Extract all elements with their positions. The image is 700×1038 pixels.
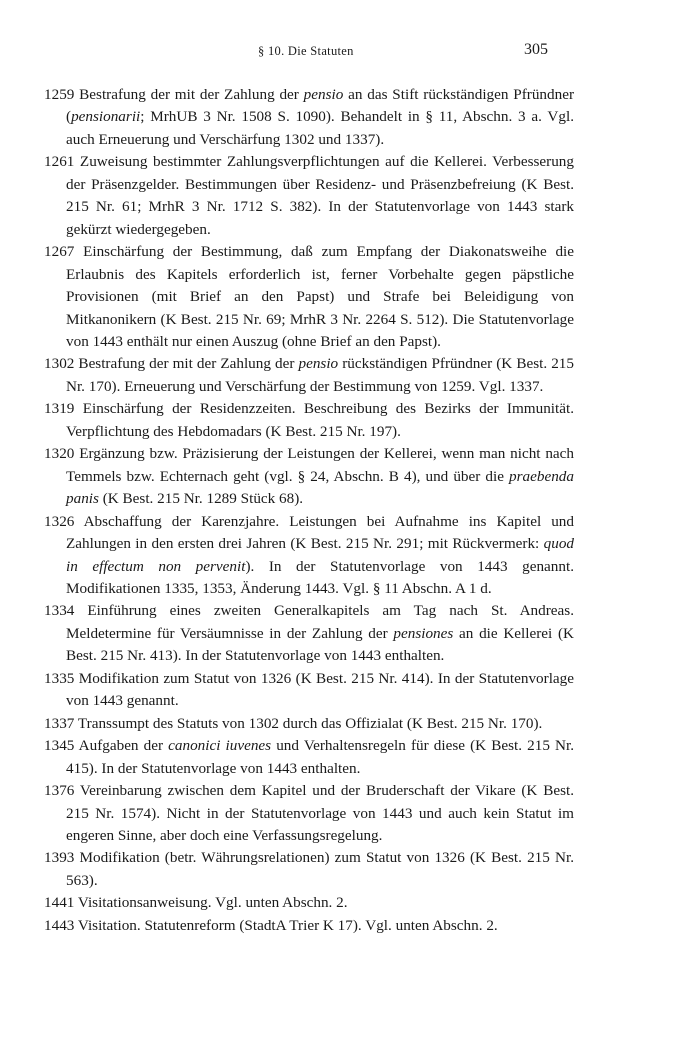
entry-text: 1259 Bestrafung der mit der Zahlung der [44, 86, 304, 103]
statute-entry [44, 735, 574, 780]
statute-entry [44, 915, 574, 937]
entry-text: 1335 Modifikation zum Statut von 1326 (K Best. 215 Nr. 414). In der Statutenvorlage von 1443 genannt. [44, 669, 574, 710]
italic-term: pensio [298, 355, 339, 373]
page-number: 305 [524, 41, 548, 58]
statute-entry [44, 398, 574, 443]
entry-text: ; MrhUB 3 Nr. 1508 S. 1090). Behandelt in § 11, Abschn. 3 a. Vgl. auch Erneuerung und Verschärfung 1302 und 1337). [66, 108, 574, 148]
entry-text: 1267 Einschärfung der Bestimmung, daß zum Empfang der Diakonatsweihe die Erlaubnis des Kapitels erforderlich ist, ferner Vorbehalte gegen päpstliche Provisionen (mit Brief an den Papst) und Strafe bei Beleidigung von Mitkanonikern (K Best. 215 Nr. 69; MrhR 3 Nr. 2264 S. 512). Die Statutenvorlage von 1443 enthält nur einen Auszug (ohne Brief an den Papst). [44, 243, 574, 350]
statute-entry [44, 600, 574, 667]
italic-term: pensio [303, 86, 344, 103]
statute-entry [44, 353, 574, 398]
statute-entry [44, 892, 574, 914]
entry-text: 1320 Ergänzung bzw. Präzisierung der Leistungen der Kellerei, wenn man nicht nach Temmels bzw. Echternach geht (vgl. § 24, Abschn. B 4), und über die [44, 445, 574, 485]
entry-text: 1334 Einführung eines zweiten Generalkapitels am Tag nach St. Andreas. Meldetermine für Versäumnisse in der Zahlung der [44, 602, 574, 642]
running-head: § 10. Die Statuten [258, 44, 354, 58]
entry-text: 1393 Modifikation (betr. Währungsrelationen) zum Statut von 1326 (K Best. 215 Nr. 563). [44, 849, 574, 889]
italic-term: canonici iuvenes [168, 737, 272, 755]
entry-text: und Verhaltensregeln für diese (K Best. 215 Nr. 415). In der Statutenvorlage von 1443 enthalten. [66, 737, 575, 777]
entry-text: rückständigen Pfründner (K Best. 215 Nr. 170). Erneuerung und Verschärfung der Bestimmung von 1259. Vgl. 1337. [66, 355, 574, 395]
entry-text: 1441 Visitationsanweisung. Vgl. unten Abschn. 2. [44, 894, 348, 912]
statute-entry [44, 151, 574, 241]
statute-list [44, 84, 574, 937]
entry-text: 1326 Abschaffung der Karenzjahre. Leistungen bei Aufnahme ins Kapitel und Zahlungen in den ersten drei Jahren (K Best. 215 Nr. 291; mit Rückvermerk: [44, 512, 574, 553]
entry-text: 1319 Einschärfung der Residenzzeiten. Beschreibung des Bezirks der Immunität. Verpflichtung des Hebdomadars (K Best. 215 Nr. 197). [44, 400, 574, 440]
entry-text: 1345 Aufgaben der [44, 737, 169, 755]
entry-text: 1376 Vereinbarung zwischen dem Kapitel und der Bruderschaft der Vikare (K Best. 215 Nr. 1574). Nicht in der Statutenvorlage von 1443 und auch kein Statut im engeren Sinne, aber doch eine Verfassungsregelung. [44, 782, 574, 844]
statute-entry [44, 847, 574, 892]
entry-text: ). In der Statutenvorlage von 1443 genannt. Modifikationen 1335, 1353, Änderung 1443. Vgl. § 11 Abschn. A 1 d. [66, 557, 574, 597]
entry-text: (K Best. 215 Nr. 1289 Stück 68). [98, 490, 304, 508]
entry-text: an das Stift rückständigen Pfründner ( [66, 86, 575, 126]
statute-entry [44, 713, 574, 735]
entry-text: 1443 Visitation. Statutenreform (StadtA Trier K 17). Vgl. unten Abschn. 2. [44, 916, 498, 934]
italic-term: pensiones [393, 624, 454, 642]
italic-term: quod in effectum non pervenit [66, 535, 574, 575]
entry-text: 1302 Bestrafung der mit der Zahlung der [44, 355, 299, 373]
statute-entry [44, 443, 574, 510]
statute-entry [44, 668, 574, 713]
italic-term: praebenda panis [66, 467, 574, 508]
statute-entry [44, 511, 574, 601]
entry-text: an die Kellerei (K Best. 215 Nr. 413). In der Statutenvorlage von 1443 enthalten. [66, 624, 574, 665]
entry-text: 1337 Transsumpt des Statuts von 1302 durch das Offizialat (K Best. 215 Nr. 170). [44, 714, 543, 732]
statute-entry [44, 780, 574, 847]
entry-text: 1261 Zuweisung bestimmter Zahlungsverpflichtungen auf die Kellerei. Verbesserung der Präsenzgelder. Bestimmungen über Residenz- und Präsenzbefreiung (K Best. 215 Nr. 61; MrhR 3 Nr. 1712 S. 382). In der Statutenvorlage von 1443 stark gekürzt wiedergegeben. [44, 153, 574, 238]
statute-entry [44, 241, 574, 353]
statute-entry [44, 84, 574, 151]
italic-term: pensionarii [71, 108, 141, 126]
